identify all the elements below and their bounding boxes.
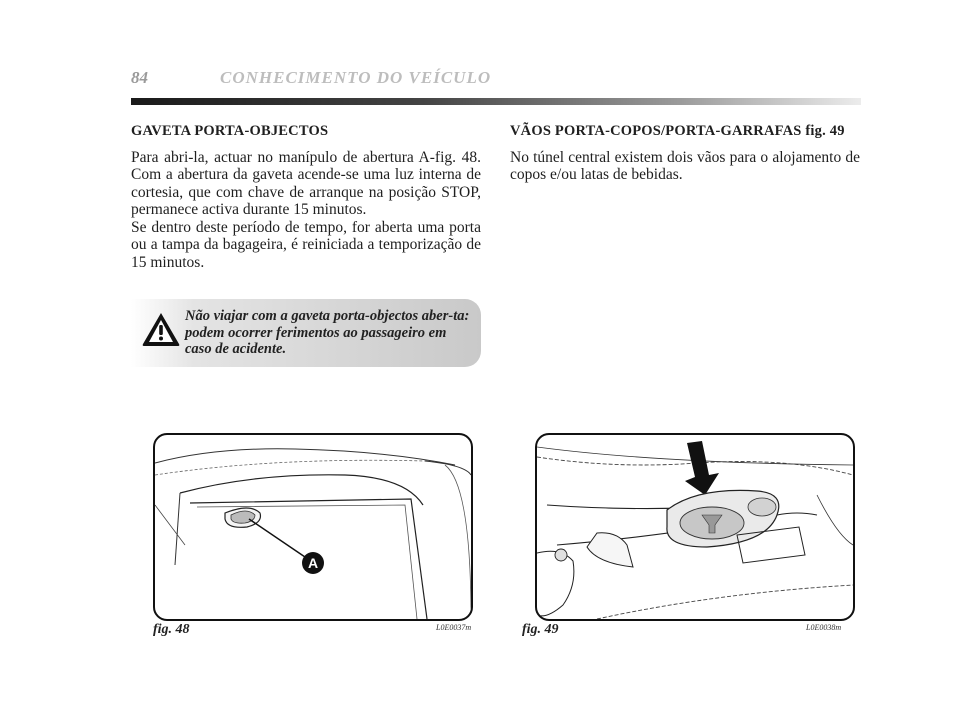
figure-48-caption: fig. 48: [153, 622, 190, 637]
cupholders-paragraph-1: No túnel central existem dois vãos para o alojamento de copos e/ou latas de bebidas.: [510, 148, 860, 183]
figure-49-code: L0E0038m: [806, 623, 842, 632]
right-column: [510, 123, 860, 184]
section-heading-cupholders: VÃOS PORTA-COPOS/PORTA-GARRAFAS fig. 49: [510, 123, 845, 139]
warning-text: Não viajar com a gaveta porta-objectos aber-ta: podem ocorrer ferimentos ao passageiro em caso de acidente.: [185, 308, 470, 357]
page-number: 84: [131, 68, 148, 87]
glovebox-paragraph-2: Se dentro deste período de tempo, for aberta uma porta ou a tampa da bagageira, é reiniciada a temporização de 15 minutos.: [131, 218, 481, 271]
page-title: CONHECIMENTO DO VEÍCULO: [220, 68, 492, 87]
left-column: [131, 123, 481, 271]
glovebox-illustration: [155, 435, 471, 619]
warning-box: [131, 299, 481, 367]
figure-49-caption: fig. 49: [522, 622, 559, 637]
callout-a: A: [307, 555, 319, 571]
glovebox-paragraph-1: Para abri-la, actuar no manípulo de abertura A-fig. 48. Com a abertura da gaveta acende-se uma luz interna de cortesia, que com chave de arranque na posição STOP, permanece activa durante 15 minutos.: [131, 148, 481, 218]
figure-48-glovebox: [153, 433, 473, 621]
figure-49-cupholders: [535, 433, 855, 621]
figure-48-code: L0E0037m: [436, 623, 472, 632]
cupholder-illustration: [537, 435, 853, 619]
warning-triangle-icon: [141, 311, 181, 347]
header-rule: [131, 98, 861, 105]
section-heading-glovebox: GAVETA PORTA-OBJECTOS: [131, 123, 329, 139]
